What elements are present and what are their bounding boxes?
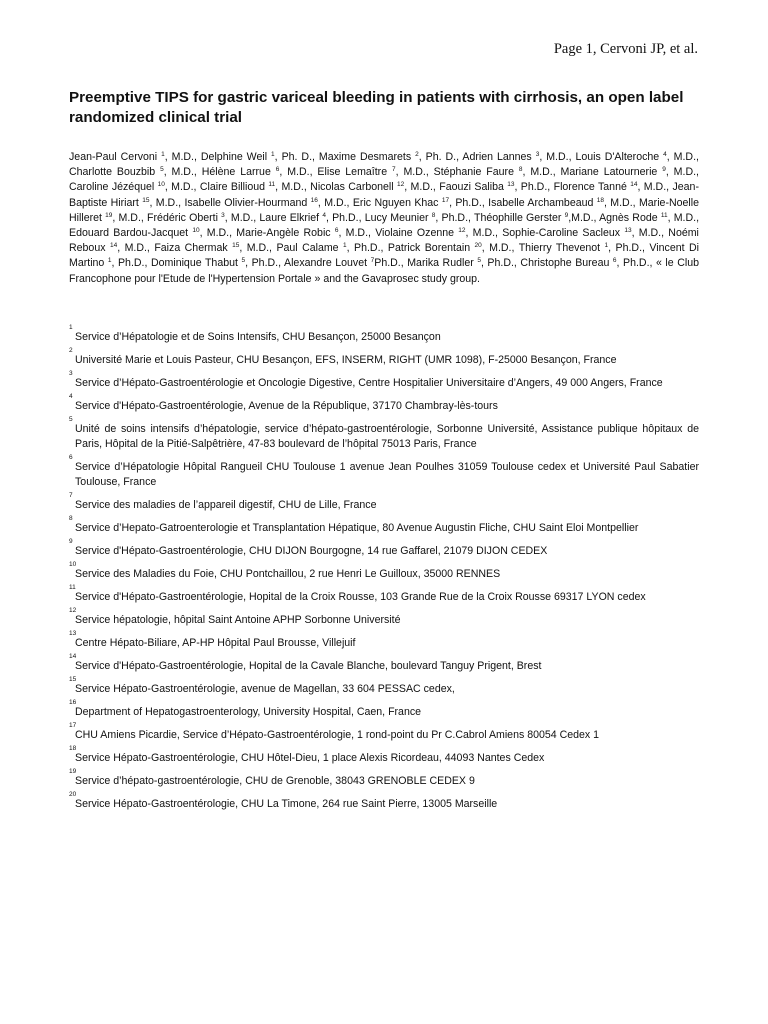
author-affiliation-marker: 11 [660, 211, 668, 219]
affiliation-number: 5 [69, 416, 73, 423]
affiliation-text: Université Marie et Louis Pasteur, CHU Besançon, EFS, INSERM, RIGHT (UMR 1098), F-25000 Besançon, France [75, 354, 617, 366]
author-degree: , M.D., [522, 166, 561, 179]
author-name: Claire Billioud [199, 181, 266, 194]
affiliation-text: Department of Hepatogastroenterology, University Hospital, Caen, France [75, 706, 422, 718]
affiliation-number: 13 [69, 630, 77, 637]
affiliation-text: Service hépatologie, hôpital Saint Antoine APHP Sorbonne Université [75, 614, 401, 626]
author-name: Thierry Thevenot [518, 242, 601, 255]
affiliation-number: 12 [69, 607, 77, 614]
author-affiliation-marker: 11 [268, 181, 276, 189]
author-degree: , Ph.D., [616, 257, 656, 270]
author-name: Jean-Baptiste Hiriart [69, 181, 699, 209]
author-degree: , M.D., [631, 227, 669, 240]
affiliation-text: Service d’hépato-gastroentérologie, CHU de Grenoble, 38043 GRENOBLE CEDEX 9 [75, 775, 475, 787]
affiliation-text: CHU Amiens Picardie, Service d’Hépato-Gastroentérologie, 1 rond-point du Pr C.Cabrol Amiens 80054 Cedex 1 [75, 729, 600, 741]
author-affiliation-marker: 14 [630, 181, 638, 189]
author-affiliation-marker: 1 [343, 242, 347, 250]
author-affiliation-marker: 10 [192, 227, 200, 235]
affiliation-text: Service des maladies de l’appareil digestif, CHU de Lille, France [75, 499, 377, 511]
author-name: Théophille Gerster [473, 211, 562, 224]
author-affiliation-marker: 4 [663, 151, 667, 158]
author-degree: , M.D., [112, 211, 148, 224]
author-name: Jean-Paul Cervoni [69, 151, 158, 163]
author-degree: , M.D., [539, 151, 576, 163]
author-degree: ,M.D., [568, 211, 600, 224]
affiliation-number: 8 [69, 515, 73, 522]
author-degree: , M.D., [199, 227, 237, 240]
author-list-tail: « le Club Francophone pour l'Etude de l'Hypertension Portale » and the Gavaprosec study group. [69, 257, 700, 285]
author-affiliation-marker: 5 [160, 166, 164, 174]
author-name: Caroline Jézéquel [69, 181, 155, 194]
author-affiliation-marker: 14 [109, 242, 118, 250]
affiliation-item [69, 676, 699, 697]
author-degree: , M.D., [224, 211, 260, 224]
author-degree: , M.D., [338, 227, 376, 240]
affiliation-number: 20 [69, 791, 77, 798]
affiliation-number: 4 [69, 393, 73, 400]
author-affiliation-marker: 6 [612, 257, 617, 265]
affiliation-number: 10 [69, 561, 77, 568]
author-name: Lucy Meunier [364, 211, 429, 224]
author-name: Sophie-Caroline Sacleux [502, 227, 621, 240]
author-affiliation-marker: 7 [392, 166, 396, 174]
author-degree: , M.D., [665, 166, 699, 179]
affiliation-text: Service d’Hepato-Gatroenterologie et Transplantation Hépatique, 80 Avenue Augustin Fliche, CHU Saint Eloi Montpellier [75, 522, 639, 534]
author-degree: , Ph.D., [111, 257, 151, 270]
author-name: Adrien Lannes [462, 151, 532, 163]
author-name: Marie-Angèle Robic [236, 227, 331, 240]
affiliation-text: Service d'Hépato-Gastroentérologie, Avenue de la République, 37170 Chambray-lès-tours [75, 400, 498, 412]
author-degree: , M.D., [395, 166, 434, 179]
author-name: Patrick Borentain [387, 242, 471, 255]
author-affiliation-marker: 12 [458, 227, 466, 235]
author-name: Faouzi Saliba [439, 181, 504, 194]
author-affiliation-marker: 15 [232, 242, 240, 250]
author-affiliation-marker: 16 [310, 196, 318, 204]
affiliation-item [69, 347, 699, 368]
author-affiliation-marker: 1 [107, 257, 112, 265]
affiliation-number: 17 [69, 722, 77, 729]
author-degree: , M.D., [117, 242, 155, 255]
affiliation-text: Service Hépato-Gastroentérologie, CHU Hôtel-Dieu, 1 place Alexis Ricordeau, 44093 Nantes Cedex [75, 752, 545, 764]
affiliation-item [69, 393, 699, 414]
author-degree: , Ph.D., [245, 257, 285, 270]
author-name: Vincent Di Martino [69, 242, 699, 270]
affiliation-item [69, 791, 699, 812]
author-name: Paul Calame [276, 242, 339, 255]
author-affiliation-marker: 10 [157, 181, 165, 189]
author-name: Frédéric Oberti [147, 211, 218, 224]
affiliation-item [69, 324, 699, 345]
author-affiliation-marker: 12 [397, 181, 405, 189]
affiliation-item [69, 515, 699, 536]
affiliation-item [69, 370, 699, 391]
author-affiliation-marker: 7 [370, 257, 375, 265]
author-affiliation-marker: 1 [161, 151, 165, 158]
affiliation-number: 15 [69, 676, 77, 683]
author-degree: , M.D., [604, 196, 639, 209]
author-degree: Ph.D., [374, 257, 408, 270]
author-degree: , M.D., [404, 181, 440, 194]
author-degree: , M.D., [239, 242, 277, 255]
author-degree: , Ph.D., [480, 257, 521, 270]
author-name: Christophe Bureau [520, 257, 610, 270]
affiliation-item [69, 561, 699, 582]
page-header: Page 1, Cervoni JP, et al. [553, 41, 698, 57]
affiliation-text: Service Hépato-Gastroentérologie, CHU La Timone, 264 rue Saint Pierre, 13005 Marseille [75, 798, 498, 810]
author-degree: , M.D., [149, 196, 185, 209]
affiliation-item [69, 607, 699, 628]
author-degree: , M.D., [465, 227, 503, 240]
affiliation-item [69, 653, 699, 674]
affiliation-item [69, 699, 699, 720]
author-affiliation-marker: 1 [604, 242, 609, 250]
affiliation-number: 14 [69, 653, 77, 660]
author-degree: , M.D., [164, 181, 200, 194]
author-affiliation-marker: 15 [142, 196, 150, 204]
author-degree: , M.D., [481, 242, 519, 255]
author-name: Dominique Thabut [150, 257, 238, 270]
author-affiliation-marker: 17 [441, 196, 450, 204]
author-affiliation-marker: 2 [415, 151, 419, 158]
affiliation-number: 19 [69, 768, 77, 775]
author-name: Faiza Chermak [154, 242, 228, 255]
paper-title: Preemptive TIPS for gastric variceal bleeding in patients with cirrhosis, an open label randomized clinical trial [69, 89, 684, 126]
author-name: Edouard Bardou-Jacquet [69, 227, 189, 240]
author-affiliation-marker: 5 [477, 257, 481, 265]
author-name: Eric Nguyen Khac [352, 196, 439, 209]
author-name: Alexandre Louvet [284, 257, 368, 270]
author-degree: , Ph.D., [325, 211, 365, 224]
affiliation-item [69, 722, 699, 743]
author-name: Delphine Weil [200, 151, 268, 163]
author-degree: , Ph.D., [449, 196, 489, 209]
affiliation-text: Service des Maladies du Foie, CHU Pontchaillou, 2 rue Henri Le Guilloux, 35000 RENNES [75, 568, 501, 580]
author-name: Agnès Rode [599, 211, 658, 224]
author-affiliation-marker: 6 [334, 227, 339, 235]
author-affiliation-marker: 4 [322, 211, 326, 219]
author-name: Marie-Noelle Hilleret [69, 196, 700, 224]
affiliation-item [69, 454, 699, 490]
author-name: Louis D'Alteroche [575, 151, 660, 163]
author-name: Stéphanie Faure [433, 166, 514, 179]
author-affiliation-marker: 20 [474, 242, 482, 250]
author-name: Laure Elkrief [259, 211, 320, 224]
affiliation-text: Centre Hépato-Biliare, AP-HP Hôpital Paul Brousse, Villejuif [75, 637, 356, 649]
affiliation-item [69, 416, 699, 452]
author-name: Florence Tanné [553, 181, 627, 194]
author-affiliation-marker: 1 [271, 151, 275, 158]
author-affiliation-marker: 13 [624, 227, 632, 235]
author-name: Isabelle Olivier-Hourmand [184, 196, 308, 209]
author-degree: , M.D., [164, 151, 201, 163]
author-name: Nicolas Carbonell [310, 181, 394, 194]
author-name: Isabelle Archambeaud [488, 196, 594, 209]
author-list [69, 150, 699, 287]
author-degree: , Ph.D., [346, 242, 388, 255]
affiliation-text: Unité de soins intensifs d’hépatologie, service d’hépato-gastroentérologie, Sorbonne Université, Assistance publique hôpitaux de Paris, Hôpital de la Pitié-Salpêtrière, 47-83 boulevard de l’hôpital 75013 Paris, France [75, 423, 699, 450]
affiliation-item [69, 630, 699, 651]
affiliation-item [69, 538, 699, 559]
author-degree: , M.D., [667, 211, 700, 224]
author-degree: , Ph. D., [418, 151, 463, 163]
author-name: Elise Lemaître [317, 166, 388, 179]
affiliation-number: 9 [69, 538, 73, 545]
author-affiliation-marker: 6 [275, 166, 280, 174]
author-degree: , Ph. D., [274, 151, 319, 163]
affiliation-text: Service d’Hépatologie et de Soins Intensifs, CHU Besançon, 25000 Besançon [75, 331, 441, 343]
affiliation-number: 1 [69, 324, 73, 331]
author-degree: , Ph.D., [608, 242, 650, 255]
author-degree: , M.D., [163, 166, 202, 179]
affiliation-text: Service d’Hépato-Gastroentérologie et Oncologie Digestive, Centre Hospitalier Universitaire d’Angers, 49 000 Angers, France [75, 377, 663, 389]
affiliation-item [69, 584, 699, 605]
author-affiliation-marker: 5 [241, 257, 246, 265]
affiliation-number: 7 [69, 492, 73, 499]
author-degree: , M.D., [666, 151, 699, 163]
affiliation-text: Service Hépato-Gastroentérologie, avenue de Magellan, 33 604 PESSAC cedex, [75, 683, 455, 695]
affiliation-list [69, 324, 699, 818]
author-affiliation-marker: 9 [564, 211, 569, 219]
author-degree: , Ph.D., [435, 211, 474, 224]
affiliation-text: Service d'Hépato-Gastroentérologie, Hopital de la Croix Rousse, 103 Grande Rue de la Croix Rousse 69317 LYON cedex [75, 591, 646, 603]
affiliation-item [69, 768, 699, 789]
author-name: Violaine Ozenne [375, 227, 455, 240]
affiliation-text: Service d'Hépato-Gastroentérologie, Hopital de la Cavale Blanche, boulevard Tanguy Prigent, Brest [75, 660, 542, 672]
author-affiliation-marker: 8 [518, 166, 523, 174]
affiliation-number: 16 [69, 699, 77, 706]
affiliation-number: 6 [69, 454, 73, 461]
affiliation-item [69, 492, 699, 513]
affiliation-item [69, 745, 699, 766]
author-degree: , Ph.D., [514, 181, 554, 194]
author-affiliation-marker: 9 [662, 166, 666, 174]
author-name: Charlotte Bouzbib [69, 166, 156, 179]
author-name: Marika Rudler [407, 257, 474, 270]
author-degree: , M.D., [637, 181, 673, 194]
author-degree: , M.D., [275, 181, 311, 194]
author-name: Hélène Larrue [201, 166, 271, 179]
author-degree: , M.D., [279, 166, 318, 179]
author-affiliation-marker: 3 [535, 151, 540, 158]
affiliation-number: 2 [69, 347, 73, 354]
author-name: Maxime Desmarets [318, 151, 412, 163]
author-name: Noémi Reboux [69, 227, 699, 255]
author-affiliation-marker: 18 [596, 196, 604, 204]
affiliation-number: 18 [69, 745, 77, 752]
author-affiliation-marker: 13 [507, 181, 515, 189]
affiliation-number: 11 [69, 584, 76, 591]
author-degree: , M.D., [317, 196, 353, 209]
affiliation-text: Service d’Hépatologie Hôpital Rangueil CHU Toulouse 1 avenue Jean Poulhes 31059 Toulouse cedex et Université Paul Sabatier Toulouse, France [75, 461, 699, 488]
author-name: Mariane Latournerie [560, 166, 658, 179]
author-affiliation-marker: 19 [105, 211, 113, 219]
author-affiliation-marker: 8 [431, 211, 436, 219]
author-affiliation-marker: 3 [221, 211, 225, 219]
affiliation-text: Service d'Hépato-Gastroentérologie, CHU DIJON Bourgogne, 14 rue Gaffarel, 21079 DIJON CEDEX [75, 545, 548, 557]
affiliation-number: 3 [69, 370, 73, 377]
